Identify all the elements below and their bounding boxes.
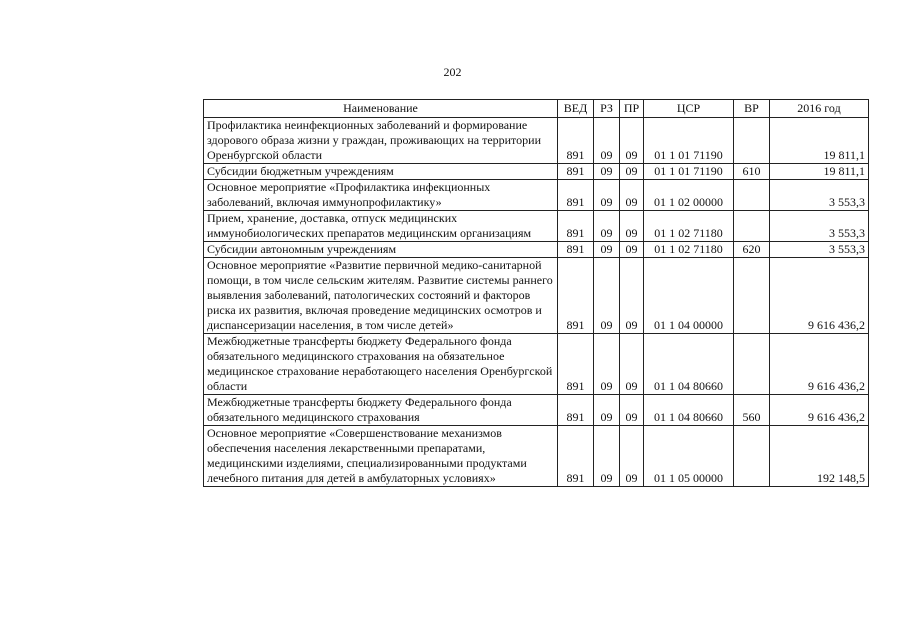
row-amount: 3 553,3 [770, 242, 869, 258]
row-vr: 560 [734, 395, 770, 426]
row-pr: 09 [620, 164, 644, 180]
row-name: Основное мероприятие «Развитие первичной медико-санитарной помощи, в том числе сельским жителям. Развитие системы раннего выявления заболеваний, патологических состояний и факторов риска их развития, включая проведение медицинских осмотров и диспансеризации населения, в том числе детей» [204, 258, 558, 334]
row-name: Субсидии автономным учреждениям [204, 242, 558, 258]
row-ved: 891 [558, 164, 594, 180]
row-ved: 891 [558, 395, 594, 426]
budget-table [203, 99, 869, 487]
row-rz: 09 [594, 426, 620, 487]
row-amount: 3 553,3 [770, 180, 869, 211]
table-row [204, 426, 869, 487]
row-name: Межбюджетные трансферты бюджету Федерального фонда обязательного медицинского страхования [204, 395, 558, 426]
row-amount: 192 148,5 [770, 426, 869, 487]
row-ved: 891 [558, 180, 594, 211]
row-csr: 01 1 02 71180 [644, 242, 734, 258]
row-rz: 09 [594, 395, 620, 426]
row-pr: 09 [620, 211, 644, 242]
row-rz: 09 [594, 211, 620, 242]
page-number: 202 [443, 65, 462, 79]
row-amount: 3 553,3 [770, 211, 869, 242]
row-name: Профилактика неинфекционных заболеваний и формирование здорового образа жизни у граждан, проживающих на территории Оренбургской области [204, 118, 558, 164]
row-name: Прием, хранение, доставка, отпуск медицинских иммунобиологических препаратов медицинским организациям [204, 211, 558, 242]
row-pr: 09 [620, 118, 644, 164]
row-rz: 09 [594, 118, 620, 164]
row-ved: 891 [558, 334, 594, 395]
row-pr: 09 [620, 242, 644, 258]
row-pr: 09 [620, 334, 644, 395]
row-amount: 9 616 436,2 [770, 395, 869, 426]
header-csr: ЦСР [644, 100, 734, 118]
row-amount: 19 811,1 [770, 164, 869, 180]
table-row [204, 211, 869, 242]
row-rz: 09 [594, 242, 620, 258]
table-row [204, 258, 869, 334]
table-row [204, 164, 869, 180]
table-header-row [204, 100, 869, 118]
row-rz: 09 [594, 334, 620, 395]
row-rz: 09 [594, 258, 620, 334]
row-csr: 01 1 04 00000 [644, 258, 734, 334]
row-rz: 09 [594, 180, 620, 211]
table-row [204, 242, 869, 258]
table-row [204, 180, 869, 211]
header-amount: 2016 год [770, 100, 869, 118]
row-name: Основное мероприятие «Совершенствование механизмов обеспечения населения лекарственными препаратами, медицинскими изделиями, специализированными продуктами лечебного питания для детей в амбулаторных условиях» [204, 426, 558, 487]
row-vr [734, 211, 770, 242]
header-pr: ПР [620, 100, 644, 118]
row-ved: 891 [558, 426, 594, 487]
row-csr: 01 1 01 71190 [644, 118, 734, 164]
row-pr: 09 [620, 180, 644, 211]
row-csr: 01 1 01 71190 [644, 164, 734, 180]
row-ved: 891 [558, 211, 594, 242]
row-vr [734, 180, 770, 211]
table-body [204, 118, 869, 487]
header-ved: ВЕД [558, 100, 594, 118]
row-ved: 891 [558, 258, 594, 334]
row-csr: 01 1 02 71180 [644, 211, 734, 242]
header-vr: ВР [734, 100, 770, 118]
row-vr [734, 334, 770, 395]
row-rz: 09 [594, 164, 620, 180]
row-ved: 891 [558, 242, 594, 258]
row-csr: 01 1 02 00000 [644, 180, 734, 211]
row-vr: 610 [734, 164, 770, 180]
row-name: Субсидии бюджетным учреждениям [204, 164, 558, 180]
row-csr: 01 1 05 00000 [644, 426, 734, 487]
row-vr [734, 426, 770, 487]
row-amount: 9 616 436,2 [770, 334, 869, 395]
row-csr: 01 1 04 80660 [644, 334, 734, 395]
table-row [204, 395, 869, 426]
row-csr: 01 1 04 80660 [644, 395, 734, 426]
table-row [204, 118, 869, 164]
header-rz: РЗ [594, 100, 620, 118]
row-vr [734, 258, 770, 334]
row-pr: 09 [620, 395, 644, 426]
row-amount: 19 811,1 [770, 118, 869, 164]
row-vr: 620 [734, 242, 770, 258]
header-name: Наименование [204, 100, 558, 118]
row-amount: 9 616 436,2 [770, 258, 869, 334]
row-name: Межбюджетные трансферты бюджету Федерального фонда обязательного медицинского страхования на обязательное медицинское страхование неработающего населения Оренбургской области [204, 334, 558, 395]
row-name: Основное мероприятие «Профилактика инфекционных заболеваний, включая иммунопрофилактику» [204, 180, 558, 211]
row-pr: 09 [620, 258, 644, 334]
row-pr: 09 [620, 426, 644, 487]
table-row [204, 334, 869, 395]
row-vr [734, 118, 770, 164]
row-ved: 891 [558, 118, 594, 164]
